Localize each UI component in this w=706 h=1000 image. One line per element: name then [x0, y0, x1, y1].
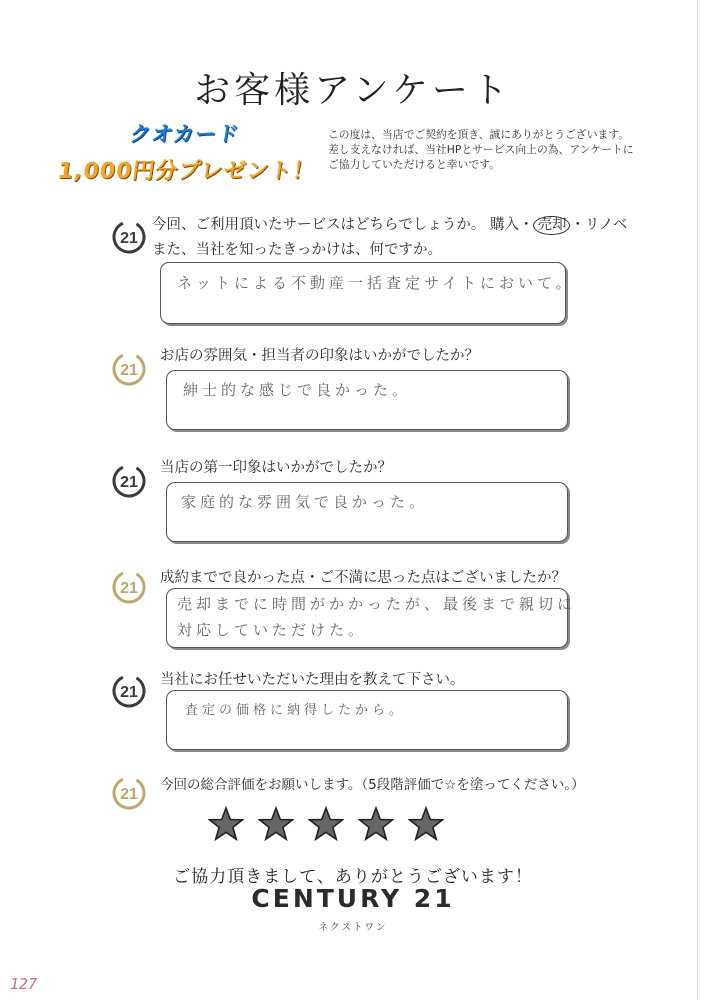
century21-badge-icon [112, 220, 146, 254]
century21-badge-icon [112, 674, 146, 708]
intro-line: この度は、当店でご契約を頂き、誠にありがとうございます。 [328, 128, 630, 141]
svg-text:21: 21 [120, 474, 138, 491]
century21-badge-icon [112, 570, 146, 604]
thanks-message: ご協力頂きまして、ありがとうございます！ [173, 867, 533, 887]
star-icon[interactable] [358, 806, 394, 842]
answer-3: 家庭的な雰囲気で良かった。 [181, 493, 429, 511]
question-1-suffix: ・リノベ [570, 217, 628, 233]
intro-line: 差し支えなければ、当社HPとサービス向上の為、アンケートに [328, 143, 634, 156]
answer-4 [177, 591, 576, 643]
answer-2: 紳士的な感じで良かった。 [183, 381, 412, 399]
answer-box-5 [166, 690, 568, 750]
answer-1: ネットによる不動産一括査定サイトにおいて。 [177, 274, 575, 292]
selected-service: 売却 [533, 216, 570, 235]
star-icon[interactable] [208, 806, 244, 842]
answer-box-1 [160, 262, 575, 324]
rating-stars [208, 806, 454, 846]
question-5: 当社にお任せいただいた理由を教えて下さい。 [160, 672, 465, 688]
intro-line: ご協力していただけると幸いです。 [328, 158, 500, 171]
answer-box-4 [166, 588, 577, 648]
svg-text:21: 21 [120, 580, 138, 597]
question-3: 当店の第一印象はいかがでしたか？ [160, 460, 392, 476]
question-6: 今回の総合評価をお願いします。（5段階評価で☆を塗ってください。） [160, 777, 585, 793]
question-1-line1 [152, 213, 627, 235]
star-icon[interactable] [258, 806, 294, 842]
answer-4-line2: 対応していただけた。 [177, 621, 368, 639]
promo-present: 1,000円分プレゼント！ [55, 159, 318, 184]
svg-text:21: 21 [120, 362, 138, 379]
promo-quo-card: クオカード [128, 122, 241, 146]
svg-text:21: 21 [120, 230, 138, 247]
century21-badge-icon [112, 352, 146, 386]
question-2: お店の雰囲気・担当者の印象はいかがでしたか？ [160, 348, 479, 364]
star-icon[interactable] [408, 806, 444, 842]
page-title: お客様アンケート [194, 70, 512, 111]
brand-logo: CENTURY 21 [251, 884, 455, 913]
question-1-line2: また、当社を知ったきっかけは、何ですか。 [152, 242, 442, 258]
question-1-prefix: 今回、ご利用頂いたサービスはどちらでしょうか。 購入・ [152, 217, 534, 233]
century21-badge-icon [112, 776, 146, 810]
svg-text:21: 21 [120, 684, 138, 701]
brand-subtitle: ネクストワン [318, 922, 388, 933]
page-edge [697, 0, 698, 1000]
answer-5: 査定の価格に納得したから。 [185, 703, 407, 718]
question-4: 成約までで良かった点・ご不満に思った点はございましたか？ [160, 570, 566, 586]
intro-text [328, 127, 658, 172]
answer-4-line1: 売却までに時間がかかったが、最後まで親切に [177, 595, 577, 613]
page-number: 127 [10, 975, 38, 993]
svg-text:21: 21 [120, 786, 138, 803]
star-icon[interactable] [308, 806, 344, 842]
answer-box-3 [166, 482, 568, 542]
century21-badge-icon [112, 464, 146, 498]
answer-box-2 [166, 370, 568, 430]
